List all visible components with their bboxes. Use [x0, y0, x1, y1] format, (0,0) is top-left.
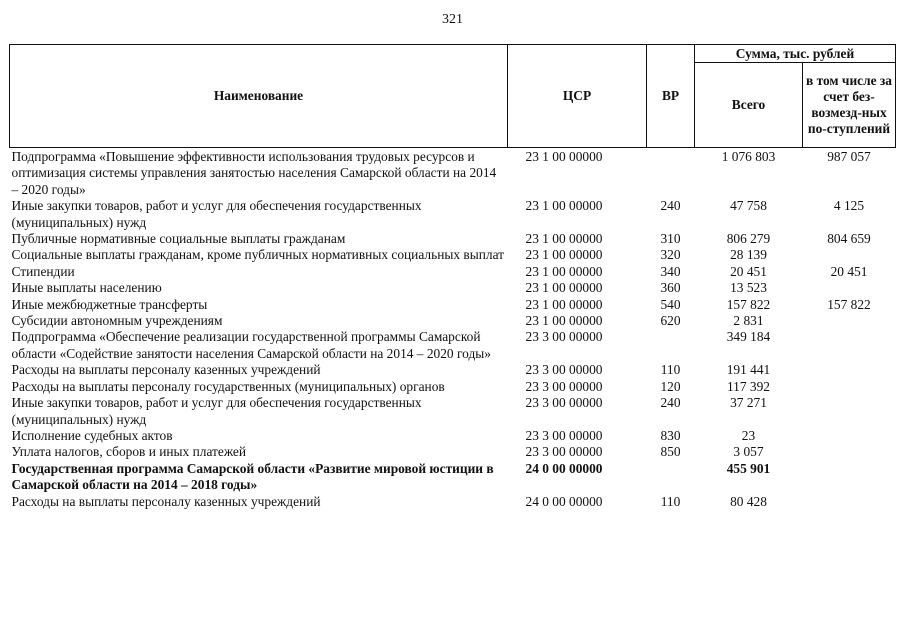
row-csr: 23 3 00 00000	[525, 444, 603, 460]
table-row	[10, 297, 896, 313]
table-header	[10, 45, 896, 148]
row-free-receipts	[803, 379, 896, 395]
row-total: 1 076 803	[721, 149, 776, 164]
row-total: 117 392	[726, 378, 771, 394]
row-free-receipts: 987 057	[827, 149, 871, 164]
row-name: Расходы на выплаты персоналу казенных учреждений	[11, 493, 321, 509]
table-row	[10, 231, 896, 247]
column-header-csr: ЦСР	[508, 45, 647, 148]
table-row	[10, 198, 896, 231]
table-row	[10, 444, 896, 460]
row-vr	[647, 461, 695, 494]
row-csr: 23 1 00 00000	[525, 296, 603, 312]
row-csr: 23 1 00 00000	[525, 149, 603, 164]
row-total: 28 139	[730, 247, 767, 263]
row-name: Субсидии автономным учреждениям	[11, 313, 223, 329]
row-free-receipts	[803, 494, 896, 510]
row-vr: 320	[660, 247, 681, 263]
row-total: 23	[741, 427, 756, 443]
table-row	[10, 264, 896, 280]
row-vr: 850	[660, 444, 681, 460]
row-total: 2 831	[733, 313, 764, 329]
row-vr: 110	[660, 362, 681, 378]
row-csr: 23 1 00 00000	[525, 280, 603, 296]
row-total: 20 451	[730, 263, 767, 279]
row-total: 157 822	[726, 296, 771, 312]
row-name: Иные выплаты населению	[11, 280, 162, 296]
row-total: 13 523	[730, 280, 767, 296]
row-csr: 23 1 00 00000	[525, 231, 603, 247]
table-row	[10, 461, 896, 494]
row-total: 806 279	[726, 231, 771, 247]
row-csr: 23 3 00 00000	[525, 362, 603, 378]
column-header-vr: ВР	[647, 45, 695, 148]
row-total: 47 758	[730, 198, 767, 214]
row-free-receipts	[803, 461, 896, 494]
table-row	[10, 428, 896, 444]
table-body	[10, 148, 896, 510]
row-name: Подпрограмма «Обеспечение реализации государственной программы Самарской области «Содействие занятости населения Самарской области на 2014 – 2020 годы»	[11, 329, 491, 361]
table-row	[10, 313, 896, 329]
row-name: Стипендии	[11, 263, 75, 279]
row-name: Расходы на выплаты персоналу государственных (муниципальных) органов	[11, 378, 445, 394]
row-free-receipts	[803, 313, 896, 329]
table-row	[10, 362, 896, 378]
row-total: 80 428	[730, 493, 767, 509]
row-csr: 23 3 00 00000	[525, 378, 603, 394]
budget-table	[9, 44, 896, 510]
row-free-receipts	[803, 428, 896, 444]
row-name: Иные межбюджетные трансферты	[11, 296, 208, 312]
table-row	[10, 329, 896, 362]
row-csr: 23 1 00 00000	[525, 198, 603, 214]
row-vr: 240	[660, 198, 681, 214]
row-vr: 110	[660, 493, 681, 509]
row-free-receipts: 157 822	[827, 296, 871, 312]
row-vr: 540	[660, 296, 681, 312]
row-total: 3 057	[733, 444, 764, 460]
table-row	[10, 148, 896, 199]
row-free-receipts	[803, 362, 896, 378]
row-csr: 23 3 00 00000	[525, 395, 603, 411]
row-name: Социальные выплаты гражданам, кроме публичных нормативных социальных выплат	[11, 247, 505, 263]
row-vr: 360	[660, 280, 681, 296]
row-total: 37 271	[730, 395, 767, 411]
row-free-receipts	[803, 444, 896, 460]
row-free-receipts	[803, 280, 896, 296]
row-vr	[647, 329, 695, 362]
column-header-name: Наименование	[10, 45, 508, 148]
row-free-receipts	[803, 395, 896, 428]
row-name: Иные закупки товаров, работ и услуг для обеспечения государственных (муниципальных) нужд	[11, 395, 422, 427]
row-name: Публичные нормативные социальные выплаты гражданам	[11, 231, 346, 247]
table-row	[10, 247, 896, 263]
row-vr: 620	[660, 313, 681, 329]
row-free-receipts	[803, 247, 896, 263]
row-vr: 240	[660, 395, 681, 411]
row-free-receipts	[803, 329, 896, 362]
row-csr: 23 1 00 00000	[525, 247, 603, 263]
row-csr: 23 3 00 00000	[525, 427, 603, 443]
row-vr: 310	[660, 231, 681, 247]
row-csr: 23 1 00 00000	[525, 263, 603, 279]
table-row	[10, 280, 896, 296]
row-free-receipts: 4 125	[833, 198, 865, 214]
row-name: Исполнение судебных актов	[11, 427, 173, 443]
column-header-free-receipts: в том числе за счет без-возмезд-ных по-ступлений	[803, 63, 896, 148]
row-name: Государственная программа Самарской области «Развитие мировой юстиции в Самарской области на 2014 – 2018 годы»	[11, 460, 494, 493]
page-number: 321	[442, 12, 463, 27]
row-name: Иные закупки товаров, работ и услуг для обеспечения государственных (муниципальных) нужд	[11, 198, 422, 230]
row-vr: 340	[660, 263, 681, 279]
row-free-receipts: 20 451	[830, 263, 868, 279]
row-name: Уплата налогов, сборов и иных платежей	[11, 444, 247, 460]
row-csr: 24 0 00 00000	[525, 460, 603, 476]
row-vr: 830	[660, 427, 681, 443]
row-csr: 23 3 00 00000	[525, 329, 603, 345]
row-total: 455 901	[726, 460, 771, 476]
row-name: Подпрограмма «Повышение эффективности использования трудовых ресурсов и оптимизация системы управления занятостью населения Самарской области на 2014 – 2020 годы»	[11, 149, 497, 197]
row-total: 191 441	[726, 362, 771, 378]
row-vr: 120	[660, 378, 681, 394]
row-vr	[647, 148, 695, 199]
table-row	[10, 379, 896, 395]
column-header-total: Всего	[695, 63, 803, 148]
row-free-receipts: 804 659	[827, 231, 871, 247]
row-csr: 23 1 00 00000	[525, 313, 603, 329]
row-name: Расходы на выплаты персоналу казенных учреждений	[11, 362, 321, 378]
column-header-sum: Сумма, тыс. рублей	[695, 45, 896, 63]
table-row	[10, 395, 896, 428]
row-total: 349 184	[726, 329, 771, 345]
table-row	[10, 494, 896, 510]
row-csr: 24 0 00 00000	[525, 493, 603, 509]
